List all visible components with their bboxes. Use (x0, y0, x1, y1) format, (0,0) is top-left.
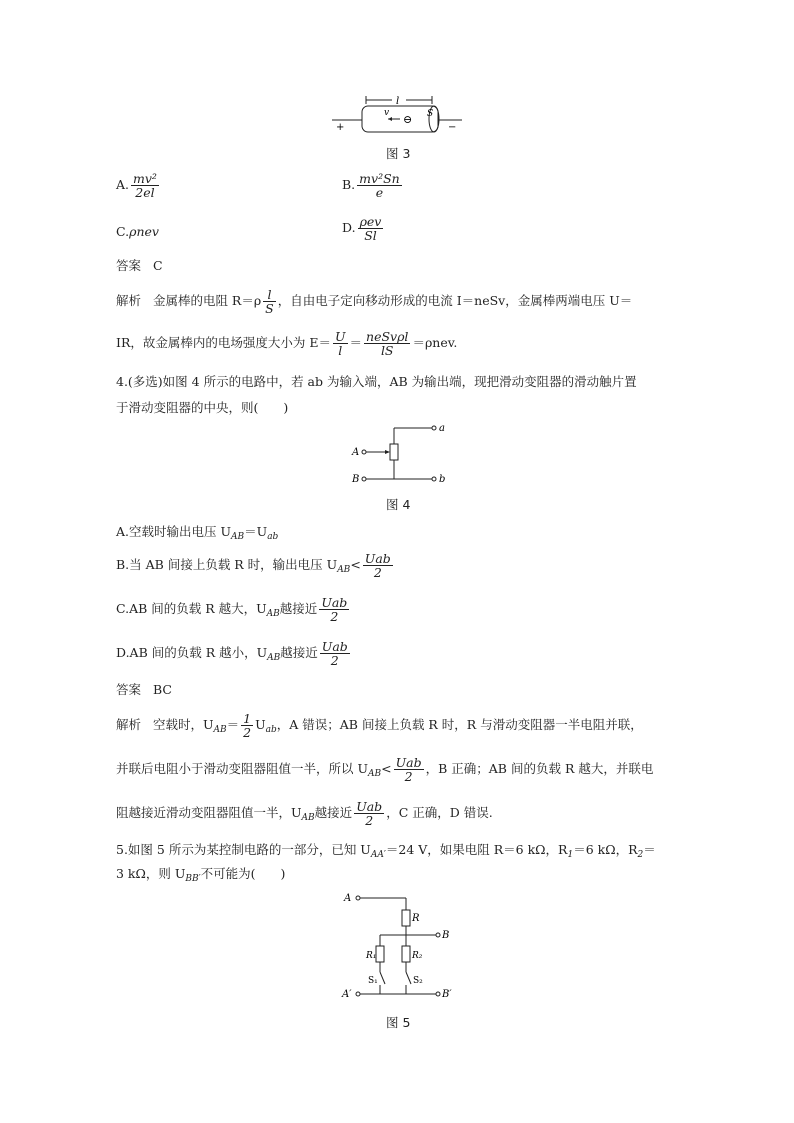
q4-stem-line1: 4.(多选)如图 4 所示的电路中，若 ab 为输入端，AB 为输出端，现把滑动变阻器的滑动触片置 (116, 374, 637, 389)
fig3-electron: ⊖ (403, 113, 413, 126)
fig5-label-A-prime: A′ (342, 989, 352, 1000)
figure-5-diagram (338, 890, 460, 1008)
q4-option-c: C.AB 间的负载 R 越大，$U_{AB}$越接近 $\frac{\text{Uab}}{2}$ (116, 595, 348, 624)
q4-analysis-line1: 解析 空载时，$U_{AB}=$ $\frac{1}{2}$ $U_{ab}$，A 错误；AB 间接上负载 R 时，R 与滑动变阻器一半电阻并联， (116, 711, 643, 740)
fig5-label-B: B (442, 930, 450, 941)
fig5-label-S2: S₂ (413, 976, 423, 986)
q4-analysis-line2: 并联后电阻小于滑动变阻器阻值一半，所以 $U_{AB}<$ $\frac{\text{Uab}}{2}$ ，B 正确；AB 间的负载 R 越大，并联电 (116, 755, 654, 784)
fig5-label-B-prime: B′ (442, 989, 452, 1000)
fig5-label-R1: R₁ (366, 951, 377, 961)
fig3-label-l: l (396, 96, 400, 107)
figure-3-diagram (330, 92, 470, 136)
q4-option-a: A.空载时输出电压 $U_{AB}=U_{ab}$ (116, 524, 279, 542)
figure-4-diagram (348, 420, 448, 492)
q3-analysis-line2: IR，故金属棒内的电场强度大小为 E＝ $\frac{U}{l}$ ＝ $\frac{\text{neSvρl}}{lS}$ ＝ρnev. (116, 329, 458, 358)
q3-option-d: D. $\frac{\text{ρev}}{Sl}$ (342, 214, 382, 243)
q3-option-b: B. $\frac{\text{mv²Sn}}{e}$ (342, 171, 400, 200)
fig5-label-A: A (344, 893, 352, 904)
q3-option-a: A. $\frac{\text{mv²}}{2el}$ (116, 171, 157, 200)
fig4-label-A: A (352, 447, 360, 458)
figure-3-caption: 图 3 (386, 146, 411, 161)
q4-option-d: D.AB 间的负载 R 越小，$U_{AB}$越接近 $\frac{\text{Uab}}{2}$ (116, 639, 348, 668)
q4-answer: 答案 BC (116, 682, 172, 697)
fig5-label-R2: R₂ (412, 951, 423, 961)
fig4-label-a: a (439, 423, 445, 434)
fig5-label-R: R (412, 913, 420, 924)
q4-analysis-line3: 阻越接近滑动变阻器阻值一半，$U_{AB}$越接近 $\frac{\text{Uab}}{2}$ ，C 正确，D 错误. (116, 799, 493, 828)
q4-option-b: B.当 AB 间接上负载 R 时，输出电压 $U_{AB}<$ $\frac{\text{Uab}}{2}$ (116, 551, 391, 580)
q4-stem-line2: 于滑动变阻器的中央，则( ) (116, 400, 289, 415)
fig3-minus: − (448, 122, 457, 133)
fig3-label-v: v (384, 108, 390, 118)
fig4-label-B: B (352, 474, 360, 485)
q5-stem-line1: 5.如图 5 所示为某控制电路的一部分，已知 $U_{AA'}=24$ V，如果电阻 R＝6 kΩ，$R_1=6$ kΩ，$R_2=$ (116, 842, 656, 860)
fig4-label-b: b (439, 474, 446, 485)
q3-answer: 答案 C (116, 258, 163, 273)
q3-analysis-line1: 解析 金属棒的电阻 R＝ρ $\frac{l}{S}$ ，自由电子定向移动形成的电流 I＝neSv，金属棒两端电压 U＝ (116, 287, 633, 316)
figure-4-caption: 图 4 (386, 497, 411, 512)
figure-5-caption: 图 5 (386, 1015, 411, 1030)
fig5-label-S1: S₁ (368, 976, 378, 986)
fig3-label-s: S (427, 109, 434, 119)
q3-option-c: C.ρnev (116, 224, 159, 239)
fig3-plus: + (336, 122, 345, 133)
q5-stem-line2: 3 kΩ，则 $U_{BB'}$不可能为( ) (116, 866, 286, 884)
